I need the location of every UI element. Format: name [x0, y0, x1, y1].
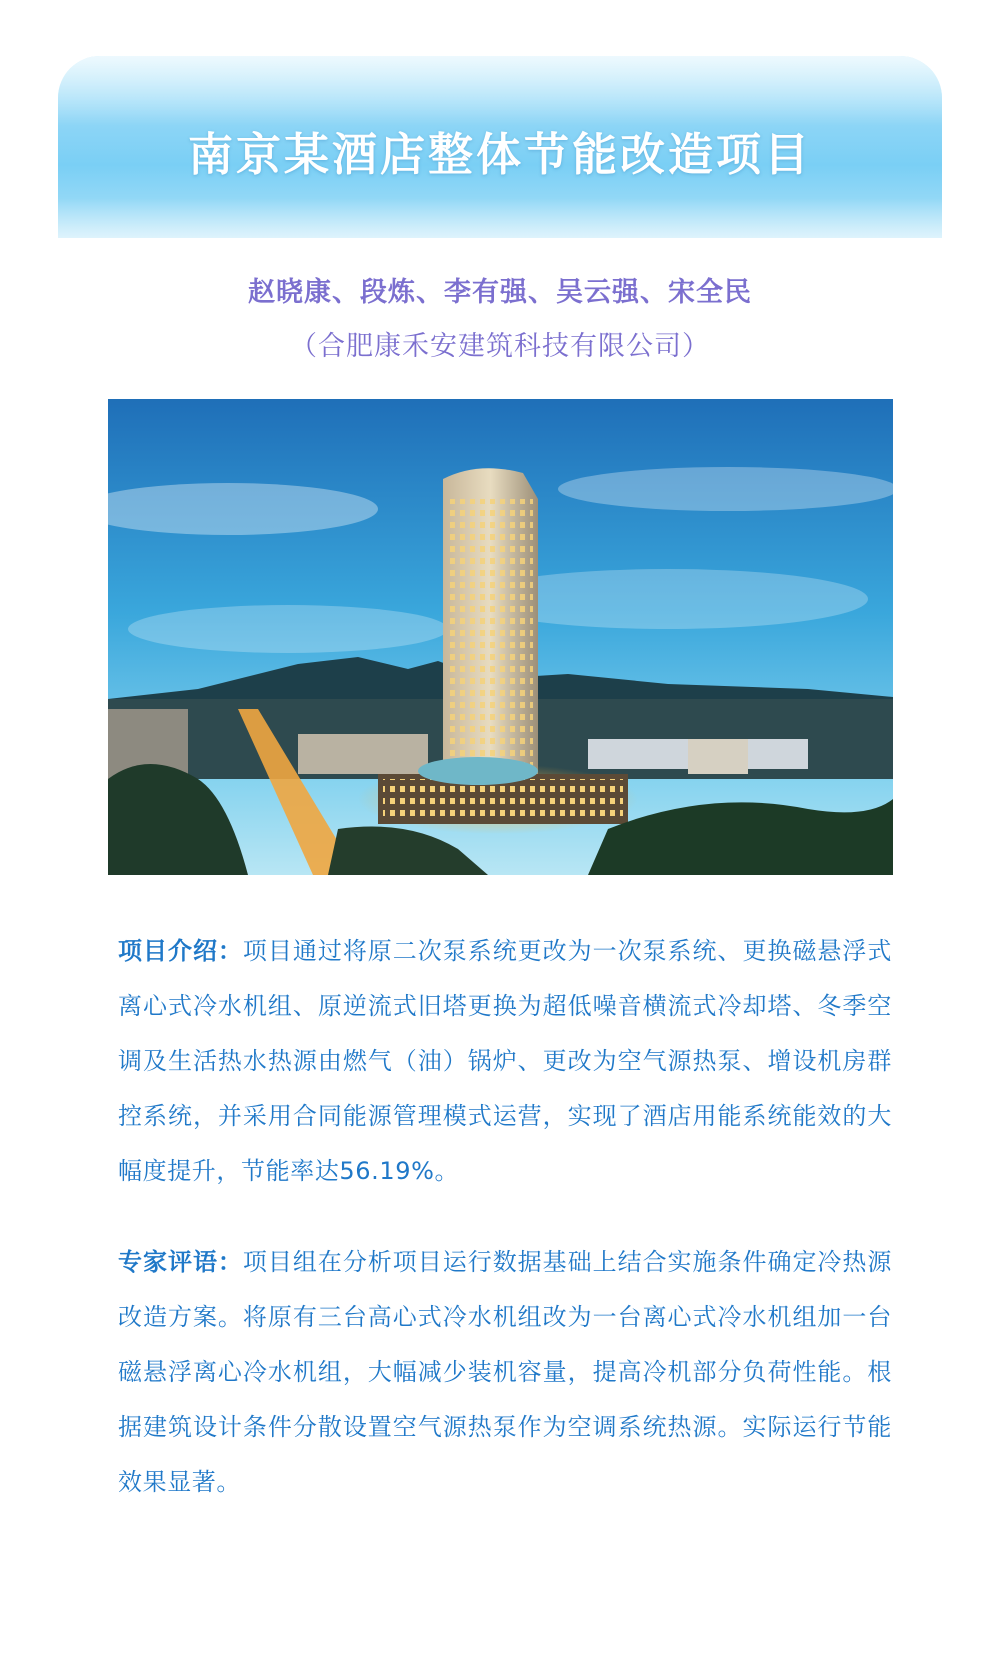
expert-comment-text: 项目组在分析项目运行数据基础上结合实施条件确定冷热源改造方案。将原有三台高心式冷水机组改为一台离心式冷水机组加一台磁悬浮离心冷水机组，大幅减少装机容量，提高冷机部分负荷性能。根据建筑设计条件分散设置空气源热泵作为空调系统热源。实际运行节能效果显著。 — [118, 1248, 892, 1496]
expert-comment-paragraph — [118, 1235, 892, 1510]
project-intro-label: 项目介绍： — [118, 937, 243, 965]
hotel-photo — [108, 399, 893, 875]
project-intro-text: 项目通过将原二次泵系统更改为一次泵系统、更换磁悬浮式离心式冷水机组、原逆流式旧塔更换为超低噪音横流式冷却塔、冬季空调及生活热水热源由燃气（油）锅炉、更改为空气源热泵、增设机房群控系统，并采用合同能源管理模式运营，实现了酒店用能系统能效的大幅度提升，节能率达56.19%。 — [118, 937, 892, 1185]
page-title: 南京某酒店整体节能改造项目 — [187, 128, 812, 181]
project-intro-paragraph — [118, 924, 892, 1199]
author-organization: （合肥康禾安建筑科技有限公司） — [290, 331, 710, 362]
expert-comment-label: 专家评语： — [118, 1248, 243, 1276]
author-names: 赵晓康、段炼、李有强、吴云强、宋全民 — [248, 277, 752, 308]
